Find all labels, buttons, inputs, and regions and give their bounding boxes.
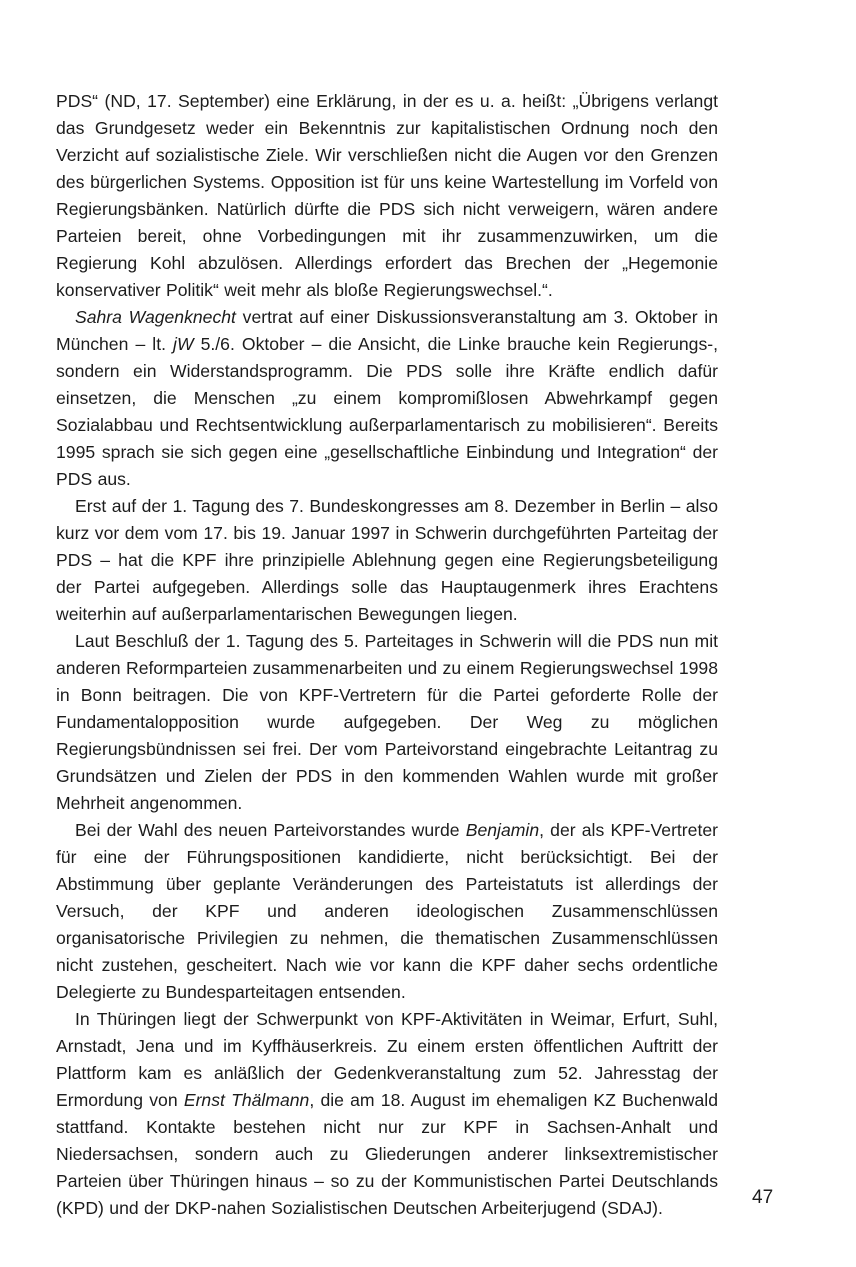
source-jw: jW xyxy=(173,334,194,354)
paragraph-6-text-a: In Thüringen liegt der Schwerpunkt von KPF-Aktivitäten in Weimar, Erfurt, Suhl, Arnstadt, Jena und im Kyffhäuserkreis. Zu einem ersten öffentlichen Auftritt der Plattform kam es anläßlich der Gedenkveranstaltung zum 52. Jahresstag der Ermordung von xyxy=(56,1009,718,1110)
person-name-benjamin: Benjamin xyxy=(465,820,540,840)
paragraph-4 xyxy=(56,628,718,817)
body-text xyxy=(56,88,718,1222)
paragraph-6-text-b: , die am 18. August im ehemaligen KZ Buchenwald stattfand. Kontakte bestehen nicht nur zur KPF in Sachsen-Anhalt und Niedersachsen, sondern auch zu Gliederungen anderer linksextremistischer Parteien über Thüringen hinaus – so zu der Kommunistischen Partei Deutschlands (KPD) und der DKP-nahen Sozialistischen Deutschen Arbeiterjugend (SDAJ). xyxy=(56,1090,718,1218)
paragraph-2 xyxy=(56,304,718,493)
paragraph-5-text-a: Bei der Wahl des neuen Parteivorstandes wurde xyxy=(75,820,466,840)
page-number: 47 xyxy=(752,1187,774,1208)
person-name-wagenknecht: Sahra Wagenknecht xyxy=(75,307,236,327)
paragraph-4-text: Laut Beschluß der 1. Tagung des 5. Parteitages in Schwerin will die PDS nun mit anderen Reformparteien zusammenarbeiten und zu einem Regierungswechsel 1998 in Bonn beitragen. Die von KPF-Vertretern für die Partei geforderte Rolle der Fundamentalopposition wurde aufgegeben. Der Weg zu möglichen Regierungsbündnissen sei frei. Der vom Parteivorstand eingebrachte Leitantrag zu Grundsätzen und Zielen der PDS in den kommenden Wahlen wurde mit großer Mehrheit angenommen. xyxy=(56,631,718,813)
paragraph-2-text-a: vertrat auf einer Diskussionsveranstaltung am 3. Oktober in München – lt. xyxy=(56,307,718,354)
paragraph-6 xyxy=(56,1006,718,1222)
paragraph-1 xyxy=(56,88,718,304)
paragraph-3 xyxy=(56,493,718,628)
paragraph-3-text: Erst auf der 1. Tagung des 7. Bundeskongresses am 8. Dezember in Berlin – also kurz vor dem vom 17. bis 19. Januar 1997 in Schwerin durchgeführten Parteitag der PDS – hat die KPF ihre prinzipielle Ablehnung gegen eine Regierungsbeteiligung der Partei aufgegeben. Allerdings solle das Hauptaugenmerk ihres Erachtens weiterhin auf außerparlamentarischen Bewegungen liegen. xyxy=(56,496,718,624)
person-name-thaelmann: Ernst Thälmann xyxy=(183,1090,310,1110)
paragraph-1-text: PDS“ (ND, 17. September) eine Erklärung, in der es u. a. heißt: „Übrigens verlangt das Grundgesetz weder ein Bekenntnis zur kapitalistischen Ordnung noch den Verzicht auf sozialistische Ziele. Wir verschließen nicht die Augen vor den Grenzen des bürgerlichen Systems. Opposition ist für uns keine Wartestellung im Vorfeld von Regierungsbänken. Natürlich dürfte die PDS sich nicht verweigern, wären andere Parteien bereit, ohne Vorbedingungen mit ihr zusammenzuwirken, um die Regierung Kohl abzulösen. Allerdings erfordert das Brechen der „Hegemonie konservativer Politik“ weit mehr als bloße Regierungswechsel.“. xyxy=(56,91,718,300)
paragraph-5 xyxy=(56,817,718,1006)
paragraph-5-text-b: , der als KPF-Vertreter für eine der Führungspositionen kandidierte, nicht berücksichtigt. Bei der Abstimmung über geplante Veränderungen des Parteistatuts ist allerdings der Versuch, der KPF und anderen ideologischen Zusammenschlüssen organisatorische Privilegien zu nehmen, die thematischen Zusammenschlüssen nicht zustehen, gescheitert. Nach wie vor kann die KPF daher sechs ordentliche Delegierte zu Bundesparteitagen entsenden. xyxy=(56,820,718,1002)
paragraph-2-text-b: 5./6. Oktober – die Ansicht, die Linke brauche kein Regierungs-, sondern ein Widerstandsprogramm. Die PDS solle ihre Kräfte endlich dafür einsetzen, die Menschen „zu einem kompromißlosen Abwehrkampf gegen Sozialabbau und Rechtsentwicklung außerparlamentarisch zu mobilisieren“. Bereits 1995 sprach sie sich gegen eine „gesellschaftliche Einbindung und Integration“ der PDS aus. xyxy=(56,334,718,489)
